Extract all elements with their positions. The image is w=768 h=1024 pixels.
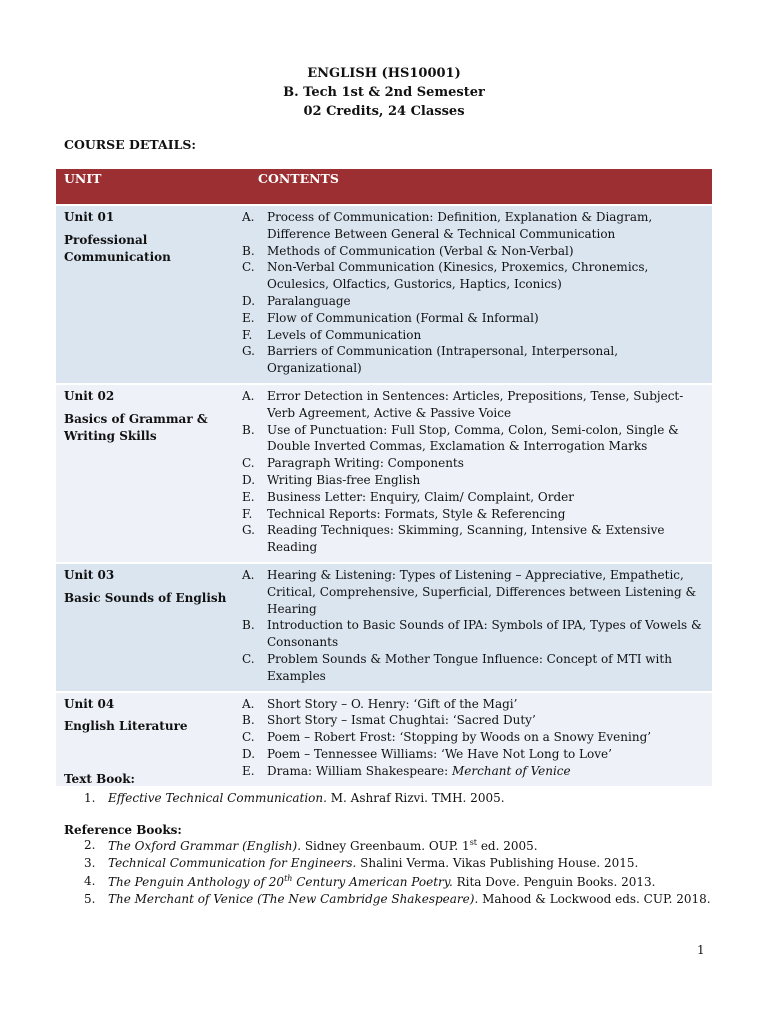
list-marker: A. <box>242 567 255 582</box>
book-details: Mahood & Lockwood eds. CUP. 2018. <box>478 892 711 906</box>
list-marker: F. <box>242 327 253 342</box>
unit-number: Unit 02 <box>64 388 115 403</box>
list-item <box>242 243 708 260</box>
book-title <box>108 839 301 853</box>
list-item <box>242 651 708 685</box>
list-item <box>242 343 708 377</box>
content-list <box>242 209 708 377</box>
list-item-text: Methods of Communication (Verbal & Non-Verbal) <box>267 243 574 258</box>
book-title <box>108 892 478 906</box>
list-marker: C. <box>242 456 255 471</box>
unit-column-header: UNIT <box>56 169 242 204</box>
unit-number: Unit 04 <box>64 696 115 711</box>
list-marker: D. <box>242 293 256 308</box>
book-item <box>84 838 711 856</box>
list-marker: E. <box>242 763 255 778</box>
book-number: 2. <box>84 838 96 852</box>
contents-cell <box>242 691 712 786</box>
list-marker: A. <box>242 388 255 403</box>
book-title-text: Effective Technical Communication. <box>108 791 327 805</box>
list-item <box>242 310 708 327</box>
unit-number: Unit 03 <box>64 567 115 582</box>
list-item-text: Paralanguage <box>267 293 351 308</box>
table-row <box>56 383 712 562</box>
reference-books-heading: Reference Books: <box>64 823 182 837</box>
book-details: Shalini Verma. Vikas Publishing House. 2015. <box>356 856 639 870</box>
list-item-text: Reading Techniques: Skimming, Scanning, Intensive & Extensive Reading <box>267 523 665 555</box>
list-marker: E. <box>242 489 255 504</box>
list-item <box>242 696 708 713</box>
list-marker: A. <box>242 210 255 224</box>
list-marker: B. <box>242 243 255 258</box>
list-item <box>242 259 708 293</box>
list-marker: G. <box>242 344 255 359</box>
book-details-superscript: st <box>469 838 478 847</box>
book-details: M. Ashraf Rizvi. TMH. 2005. <box>326 791 505 805</box>
course-details-heading: COURSE DETAILS: <box>64 137 196 152</box>
book-item <box>84 856 711 874</box>
list-marker: C. <box>242 730 255 745</box>
unit-title: Basics of Grammar & Writing Skills <box>64 411 208 443</box>
list-marker: E. <box>242 310 255 325</box>
content-list <box>242 388 708 556</box>
list-item <box>242 472 708 489</box>
book-details: Rita Dove. Penguin Books. 2013. <box>452 875 656 889</box>
list-item-text: Poem – Tennessee Williams: ‘We Have Not Long to Love’ <box>267 746 612 761</box>
list-marker: D. <box>242 472 256 487</box>
list-item-text: Poem – Robert Frost: ‘Stopping by Woods on a Snowy Evening’ <box>267 730 652 745</box>
list-marker: C. <box>242 651 255 666</box>
list-item-text: Problem Sounds & Mother Tongue Influence: Concept of MTI with Examples <box>267 651 672 683</box>
book-number: 1. <box>84 791 96 805</box>
book-title-text: The Oxford Grammar (English). <box>108 839 302 853</box>
list-item <box>242 746 708 763</box>
book-item <box>84 874 711 892</box>
list-marker: B. <box>242 618 255 633</box>
list-item-text: Levels of Communication <box>267 327 422 342</box>
book-number: 5. <box>84 892 96 906</box>
credits-line: 02 Credits, 24 Classes <box>303 104 465 119</box>
list-item-text: Paragraph Writing: Components <box>267 456 464 471</box>
list-item-text: Introduction to Basic Sounds of IPA: Symbols of IPA, Types of Vowels & Consonants <box>267 618 702 650</box>
list-item-text: Business Letter: Enquiry, Claim/ Complaint, Order <box>267 489 575 504</box>
list-item <box>242 489 708 506</box>
unit-title: English Literature <box>64 719 188 734</box>
text-book-list <box>84 791 505 809</box>
list-item-text: Use of Punctuation: Full Stop, Comma, Colon, Semi-colon, Single & Double Inverted Commas, Exclamation & Interrogation Marks <box>267 422 679 454</box>
unit-cell <box>56 383 242 562</box>
list-marker: G. <box>242 523 255 538</box>
page-number: 1 <box>697 943 705 957</box>
list-item-text: Writing Bias-free English <box>267 472 421 487</box>
list-item <box>242 763 708 780</box>
list-item-text: Non-Verbal Communication (Kinesics, Proxemics, Chronemics, Oculesics, Olfactics, Gustorics, Haptics, Iconics) <box>267 260 649 292</box>
reference-books-list <box>84 838 711 910</box>
list-item <box>242 729 708 746</box>
contents-cell <box>242 204 712 383</box>
list-item <box>242 209 708 243</box>
content-list <box>242 567 708 685</box>
list-item <box>242 422 708 456</box>
list-marker: B. <box>242 422 255 437</box>
list-item-text: Technical Reports: Formats, Style & Referencing <box>267 506 566 521</box>
contents-column-header: CONTENTS <box>242 169 712 204</box>
list-item <box>242 567 708 617</box>
book-title-text-cont: Century American Poetry. <box>292 875 453 889</box>
unit-cell <box>56 562 242 691</box>
table-row <box>56 691 712 786</box>
book-title <box>108 791 327 805</box>
contents-cell <box>242 562 712 691</box>
list-item-text: Short Story – Ismat Chughtai: ‘Sacred Duty’ <box>267 713 536 728</box>
book-title-text: The Merchant of Venice (The New Cambridge Shakespeare). <box>108 892 479 906</box>
list-item <box>242 522 708 556</box>
book-title <box>108 856 356 870</box>
list-item <box>242 506 708 523</box>
book-details-cont: ed. 2005. <box>477 839 538 853</box>
table-row <box>56 562 712 691</box>
list-item-text: Error Detection in Sentences: Articles, Prepositions, Tense, Subject-Verb Agreement, Active & Passive Voice <box>267 388 684 420</box>
unit-title: Basic Sounds of English <box>64 590 227 605</box>
book-details: Sidney Greenbaum. OUP. 1 <box>301 839 470 853</box>
list-marker: F. <box>242 506 253 521</box>
book-number: 4. <box>84 874 96 888</box>
book-item <box>84 791 505 809</box>
unit-title: Professional Communication <box>64 232 171 264</box>
list-item-text: Flow of Communication (Formal & Informal) <box>267 310 539 325</box>
list-item-italic: Merchant of Venice <box>452 763 571 778</box>
list-item-text: Process of Communication: Definition, Explanation & Diagram, Difference Between General & Technical Communication <box>267 210 653 241</box>
list-item <box>242 388 708 422</box>
book-item <box>84 892 711 910</box>
book-title-superscript: th <box>284 874 293 883</box>
table-row <box>56 204 712 383</box>
unit-number: Unit 01 <box>64 210 115 224</box>
list-item-text: Barriers of Communication (Intrapersonal, Interpersonal, Organizational) <box>267 344 619 376</box>
list-item <box>242 293 708 310</box>
list-item <box>242 455 708 472</box>
text-book-heading: Text Book: <box>64 772 135 786</box>
unit-cell <box>56 204 242 383</box>
list-item-text: Drama: William Shakespeare: <box>267 763 452 778</box>
course-title: ENGLISH (HS10001) <box>307 66 461 81</box>
list-marker: C. <box>242 260 255 275</box>
book-title <box>108 875 453 889</box>
list-marker: D. <box>242 746 256 761</box>
list-item <box>242 617 708 651</box>
content-list <box>242 696 708 780</box>
list-item-text: Hearing & Listening: Types of Listening – Appreciative, Empathetic, Critical, Comprehensive, Superficial, Differences between Listening & Hearing <box>267 567 697 616</box>
list-item <box>242 712 708 729</box>
book-title-text: The Penguin Anthology of 20 <box>108 875 285 889</box>
book-number: 3. <box>84 856 96 870</box>
contents-cell <box>242 383 712 562</box>
semester-line: B. Tech 1st & 2nd Semester <box>283 85 485 100</box>
list-marker: A. <box>242 696 255 711</box>
table-header-row <box>56 169 712 204</box>
list-item-text: Short Story – O. Henry: ‘Gift of the Magi’ <box>267 696 518 711</box>
list-marker: B. <box>242 713 255 728</box>
syllabus-table <box>56 169 712 786</box>
list-item <box>242 327 708 344</box>
book-title-text: Technical Communication for Engineers. <box>108 856 357 870</box>
